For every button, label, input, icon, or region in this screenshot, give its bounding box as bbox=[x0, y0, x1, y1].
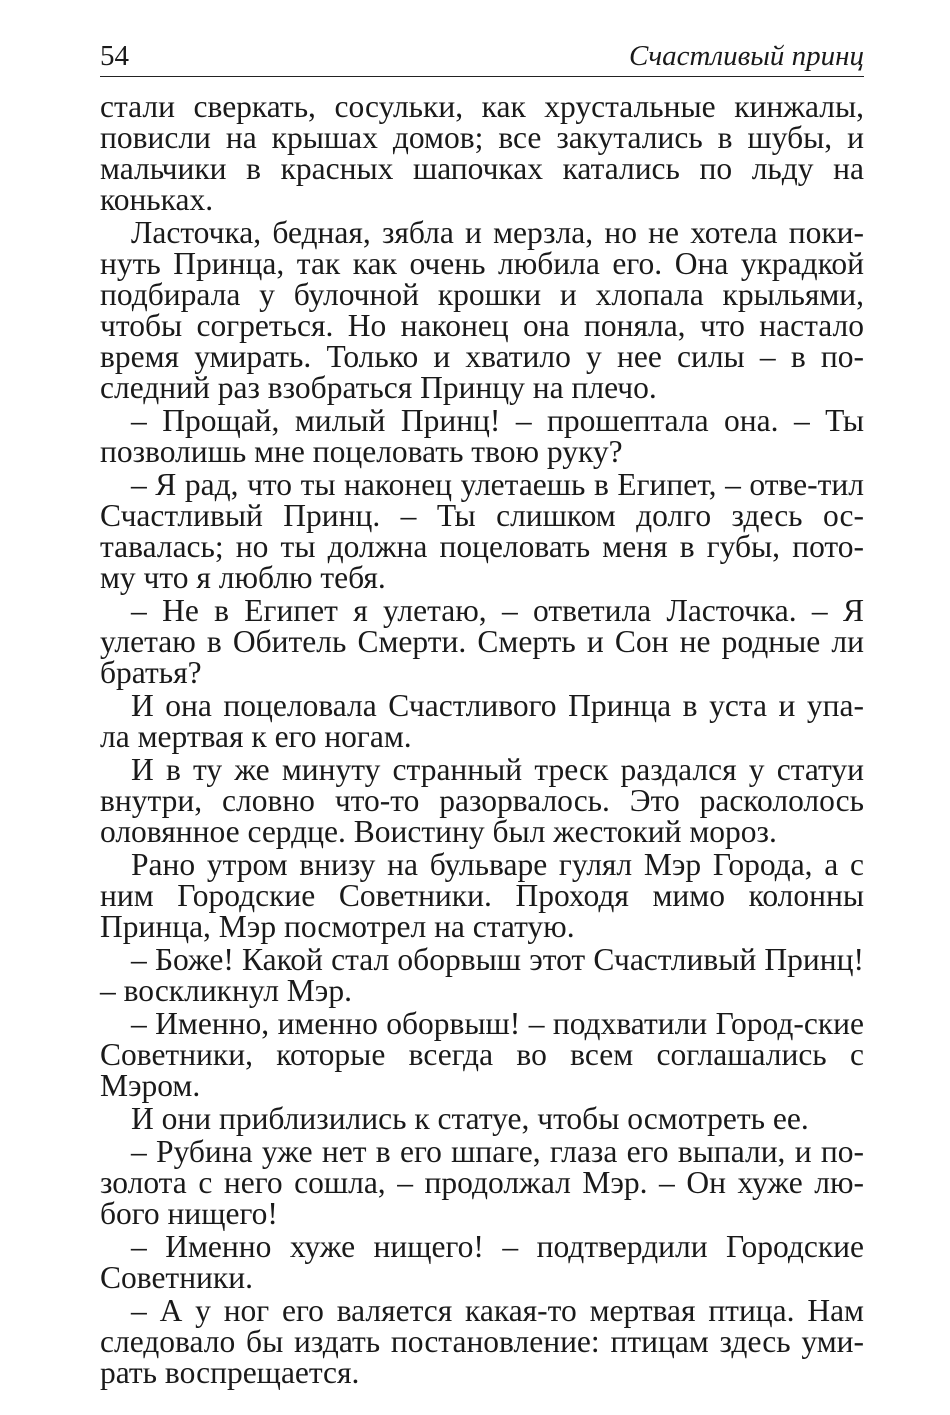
paragraph: Ласточка, бедная, зябла и мерзла, но не хотела поки-нуть Принца, так как очень любила его. Она украдкой подбирала у булочной крошки и хлопала крыльями, чтобы согреться. Но наконец она поняла, что настало время умирать. Только и хватило у нее силы – в по-следний раз взобраться Принцу на плечо. bbox=[100, 215, 864, 405]
paragraph: Рано утром внизу на бульваре гулял Мэр Города, а с ним Городские Советники. Проходя мимо колонны Принца, Мэр посмотрел на статую. bbox=[100, 847, 864, 944]
paragraph: – Прощай, милый Принц! – прошептала она. – Ты позволишь мне поцеловать твою руку? bbox=[100, 403, 864, 469]
page-header bbox=[100, 36, 864, 77]
paragraph: И они приблизились к статуе, чтобы осмотреть ее. bbox=[131, 1101, 809, 1136]
paragraph: – Именно, именно оборвыш! – подхватили Город-ские Советники, которые всегда во всем соглашались с Мэром. bbox=[100, 1006, 864, 1103]
paragraph: – Рубина уже нет в его шпаге, глаза его выпали, и по-золота с него сошла, – продолжал Мэр. – Он хуже лю-бого нищего! bbox=[100, 1134, 864, 1231]
paragraph: – Боже! Какой стал оборвыш этот Счастливый Принц! – воскликнул Мэр. bbox=[100, 942, 864, 1008]
book-page bbox=[100, 36, 864, 1390]
paragraph: – Именно хуже нищего! – подтвердили Городские Советники. bbox=[100, 1229, 864, 1295]
paragraph: И в ту же минуту странный треск раздался у статуи внутри, словно что-то разорвалось. Это раскололось оловянное сердце. Воистину был жестокий мороз. bbox=[100, 752, 864, 849]
page-number: 54 bbox=[100, 40, 129, 72]
paragraph: стали сверкать, сосульки, как хрустальные кинжалы, повисли на крышах домов; все закутались в шубы, и мальчики в красных шапочках катались по льду на коньках. bbox=[100, 89, 864, 217]
body-text bbox=[100, 91, 864, 1388]
paragraph: – А у ног его валяется какая-то мертвая птица. Нам следовало бы издать постановление: птицам здесь уми-рать воспрещается. bbox=[100, 1293, 864, 1390]
running-title: Счастливый принц bbox=[628, 40, 864, 72]
paragraph: – Я рад, что ты наконец улетаешь в Египет, – отве-тил Счастливый Принц. – Ты слишком долго здесь ос-тавалась; но ты должна поцеловать меня в губы, пото-му что я люблю тебя. bbox=[100, 467, 864, 595]
paragraph: И она поцеловала Счастливого Принца в уста и упа-ла мертвая к его ногам. bbox=[100, 688, 864, 754]
paragraph: – Не в Египет я улетаю, – ответила Ласточка. – Я улетаю в Обитель Смерти. Смерть и Сон не родные ли братья? bbox=[100, 593, 864, 690]
